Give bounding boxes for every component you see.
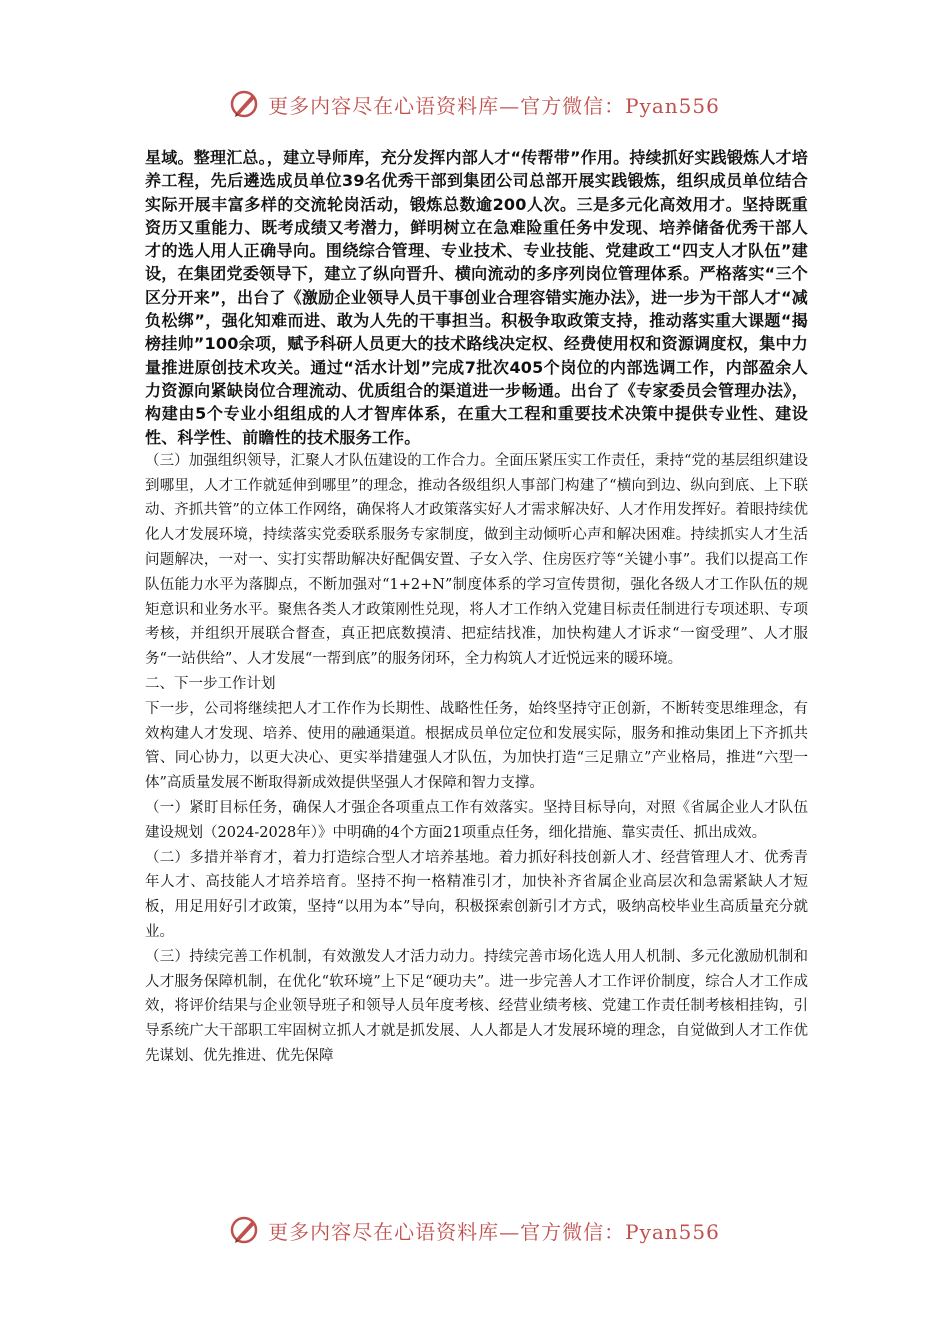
paragraph-talent-cultivation: （二）多措并举育才，着力打造综合型人才培养基地。着力抓好科技创新人才、经营管理人才、优秀青年人才、高技能人才培养培育。坚持不拘一格精准引才，加快补齐省属企业高层次和急需紧缺人才短板，用足用好引才政策，坚持“以用为本”导向，积极探索创新引才方式，吸纳高校毕业生高质量充分就业。: [145, 849, 808, 940]
paragraph-target-tasks: （一）紧盯目标任务，确保人才强企各项重点工作有效落实。坚持目标导向，对照《省属企业人才队伍建设规划（2024-2028年）》中明确的4个方面21项重点任务，细化措施、靠实责任、抓出成效。: [145, 800, 808, 841]
watermark-banner-bottom: [0, 1210, 950, 1250]
document-body: [145, 146, 808, 1069]
paragraph-talent-usage: 星域。整理汇总。，建立导师库，充分发挥内部人才“传帮带”作用。持续抓好实践锻炼人才培养工程，先后遴选成员单位39名优秀干部到集团公司总部开展实践锻炼，组织成员单位结合实际开展丰富多样的交流轮岗活动，锻炼总数逾200人次。三是多元化高效用才。坚持既重资历又重能力、既考成绩又考潜力，鲜明树立在急难险重任务中发现、培养储备优秀干部人才的选人用人正确导向。围绕综合管理、专业技术、专业技能、党建政工“四支人才队伍”建设，在集团党委领导下，建立了纵向晋升、横向流动的多序列岗位管理体系。严格落实“三个区分开来”，出台了《激励企业领导人员干事创业合理容错实施办法》，进一步为干部人才“减负松绑”，强化知难而进、敢为人先的干事担当。积极争取政策支持，推动落实重大课题“揭榜挂帅”100余项，赋予科研人员更大的技术路线决定权、经费使用权和资源调度权，集中力量推进原创技术攻关。通过“活水计划”完成7批次405个岗位的内部选调工作，内部盈余人力资源向紧缺岗位合理流动、优质组合的渠道进一步畅通。出台了《专家委员会管理办法》，构建由5个专业小组组成的人才智库体系，在重大工程和重要技术决策中提供专业性、建设性、科学性、前瞻性的技术服务工作。: [145, 148, 808, 447]
watermark-text: 更多内容尽在心语资料库—官方微信：Pyan556: [268, 1219, 720, 1244]
watermark-text: 更多内容尽在心语资料库—官方微信：Pyan556: [268, 93, 720, 118]
section-heading-next-plan: 二、下一步工作计划: [145, 676, 276, 693]
paragraph-next-step-intro: 下一步，公司将继续把人才工作作为长期性、战略性任务，始终坚持守正创新，不断转变思维理念，有效构建人才发现、培养、使用的融通渠道。根据成员单位定位和发展实际，服务和推动集团上下齐抓共管、同心协力，以更大决心、更实举措建强人才队伍，为加快打造“三足鼎立”产业格局，推进“六型一体”高质量发展不断取得新成效提供坚强人才保障和智力支撑。: [145, 700, 808, 792]
pen-logo-icon: [230, 89, 260, 119]
paragraph-work-mechanism: （三）持续完善工作机制，有效激发人才活力动力。持续完善市场化选人用人机制、多元化激励机制和人才服务保障机制，在优化“软环境”上下足“硬功夫”。进一步完善人才工作评价制度，综合人才工作成效，将评价结果与企业领导班子和领导人员年度考核、经营业绩考核、党建工作责任制考核相挂钩，引导系统广大干部职工牢固树立抓人才就是抓发展、人人都是人才发展环境的理念，自觉做到人才工作优先谋划、优先推进、优先保障: [145, 948, 808, 1064]
pen-logo-icon: [230, 1215, 260, 1245]
watermark-banner-top: [0, 84, 950, 124]
paragraph-organization-leadership: （三）加强组织领导，汇聚人才队伍建设的工作合力。全面压紧压实工作责任，秉持“党的基层组织建设到哪里，人才工作就延伸到哪里”的理念，推动各级组织人事部门构建了“横向到边、纵向到底、上下联动、齐抓共管”的立体工作网络，确保将人才政策落实好人才需求解决好、人才作用发挥好。着眼持续优化人才发展环境，持续落实党委联系服务专家制度，做到主动倾听心声和解决困难。持续抓实人才生活问题解决，一对一、实打实帮助解决好配偶安置、子女入学、住房医疗等“关键小事”。我们以提高工作队伍能力水平为落脚点，不断加强对“1+2+N”制度体系的学习宣传贯彻，强化各级人才工作队伍的规矩意识和业务水平。聚焦各类人才政策刚性兑现，将人才工作纳入党建目标责任制进行专项述职、专项考核，并组织开展联合督查，真正把底数摸清、把症结找准，加快构建人才诉求“一窗受理”、人才服务“一站供给”、人才发展“一帮到底”的服务闭环，全力构筑人才近悦远来的暖环境。: [145, 452, 808, 668]
